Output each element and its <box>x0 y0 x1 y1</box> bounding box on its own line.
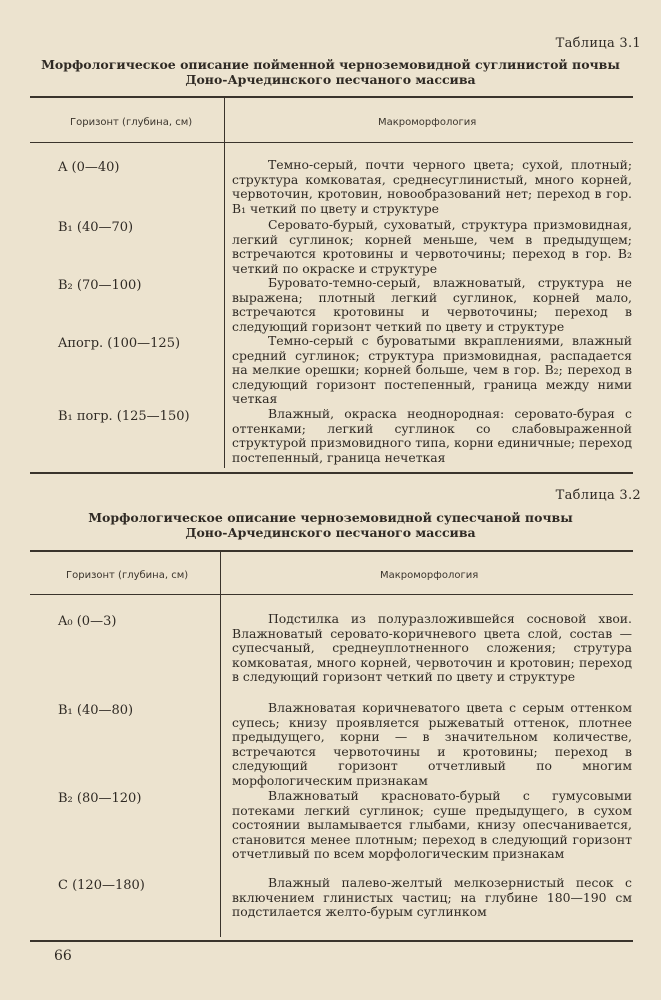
table-3-1-description-4: Темно-серый с буроватыми вкраплениями, влажный средний суглинок; структура призмовидная, распадается на мелкие орешки; корней больше, чем в гор. B₂; переход в следующий горизонт постепенный, граница между ними четкая <box>232 333 632 407</box>
table-3-2-horizon-2: B₁ (40—80) <box>58 703 134 718</box>
table-3-1-description-5: Влажный, окраска неоднородная: серовато-бурая с оттенками; легкий суглинок со слабовыраженной структурой призмовидного типа, корни единичные; переход постепенный, граница нечеткая <box>232 406 632 465</box>
table-3-2-description-4: Влажный палево-желтый мелкозернистый песок с включением глинистых частиц; на глубине 180—190 см подстилается желто-бурым суглинком <box>232 875 632 920</box>
table-3-1-title-line2: Доно-Арчединского песчаного массива <box>185 72 476 87</box>
table-3-1-col-macro: Макроморфология <box>378 117 477 128</box>
table-3-1-horizon-3: B₂ (70—100) <box>58 278 142 293</box>
table-3-1-head-rule <box>30 142 633 143</box>
table-3-1-top-rule <box>30 96 633 98</box>
table-3-1-col-horizon: Горизонт (глубина, см) <box>70 117 193 128</box>
table-3-2-description-3: Влажноватый красновато-бурый с гумусовыми потеками легкий суглинок; суше предыдущего, в сухом состоянии выламывается глыбами, книзу опесчанивается, становится менее плотным; переход в следующий горизонт отчетливый по всем морфологическим признакам <box>232 788 632 862</box>
table-3-2-horizon-4: C (120—180) <box>58 878 145 893</box>
table-3-1-horizon-4: Aпогр. (100—125) <box>58 336 181 351</box>
table-3-1-title-line1: Морфологическое описание пойменной черноземовидной суглинистой почвы <box>41 57 620 72</box>
table-3-2-top-rule <box>30 550 633 552</box>
table-3-1-horizon-5: B₁ погр. (125—150) <box>58 409 190 424</box>
table-3-2-horizon-1: A₀ (0—3) <box>58 614 117 629</box>
table-3-2-description-2: Влажноватая коричневатого цвета с серым оттенком супесь; книзу проявляется рыжеватый оттенок, плотнее предыдущего, корни — в значительном количестве, встречаются червоточины и кротовины; переход в следующий горизонт отчетливый по многим морфологическим признакам <box>232 700 632 788</box>
table-3-2-title-line2: Доно-Арчединского песчаного массива <box>185 525 476 540</box>
table-3-1-column-divider <box>224 97 225 468</box>
table-3-2-col-macro: Макроморфология <box>380 570 479 581</box>
table-3-1-caption: Таблица 3.1 <box>555 36 641 51</box>
table-3-1-description-3: Буровато-темно-серый, влажноватый, структура не выражена; плотный легкий суглинок, корней мало, встречаются кротовины и червоточины; переход в следующий горизонт четкий по цвету и структуре <box>232 275 632 334</box>
page-number: 66 <box>54 948 72 964</box>
table-3-2-title-line1: Морфологическое описание черноземовидной супесчаной почвы <box>88 510 573 525</box>
table-3-2-head-rule <box>30 594 633 595</box>
table-3-1-horizon-2: B₁ (40—70) <box>58 220 134 235</box>
table-3-1-description-1: Темно-серый, почти черного цвета; сухой, плотный; структура комковатая, среднесуглинистый, много корней, червоточин, кротовин, новообразований нет; переход в гор. B₁ четкий по цвету и структуре <box>232 157 632 216</box>
table-3-2-col-horizon: Горизонт (глубина, см) <box>66 570 189 581</box>
table-3-1-horizon-1: A (0—40) <box>58 160 120 175</box>
table-3-2-bottom-rule <box>30 940 633 942</box>
table-3-1-description-2: Серовато-бурый, суховатый, структура призмовидная, легкий суглинок; корней меньше, чем в предыдущем; встречаются кротовины и червоточины; переход в гор. B₂ четкий по окраске и структуре <box>232 217 632 276</box>
table-3-2-description-1: Подстилка из полуразложившейся сосновой хвои. Влажноватый серовато-коричневого цвета слой, состав — супесчаный, среднеуплотненного сложения; струтура комковатая, много корней, червоточин и кротовин; переход в следующий горизонт четкий по цвету и структуре <box>232 611 632 685</box>
table-3-1-bottom-rule <box>30 472 633 474</box>
table-3-2-horizon-3: B₂ (80—120) <box>58 791 142 806</box>
table-3-2-caption: Таблица 3.2 <box>555 488 641 503</box>
table-3-2-column-divider <box>220 551 221 937</box>
